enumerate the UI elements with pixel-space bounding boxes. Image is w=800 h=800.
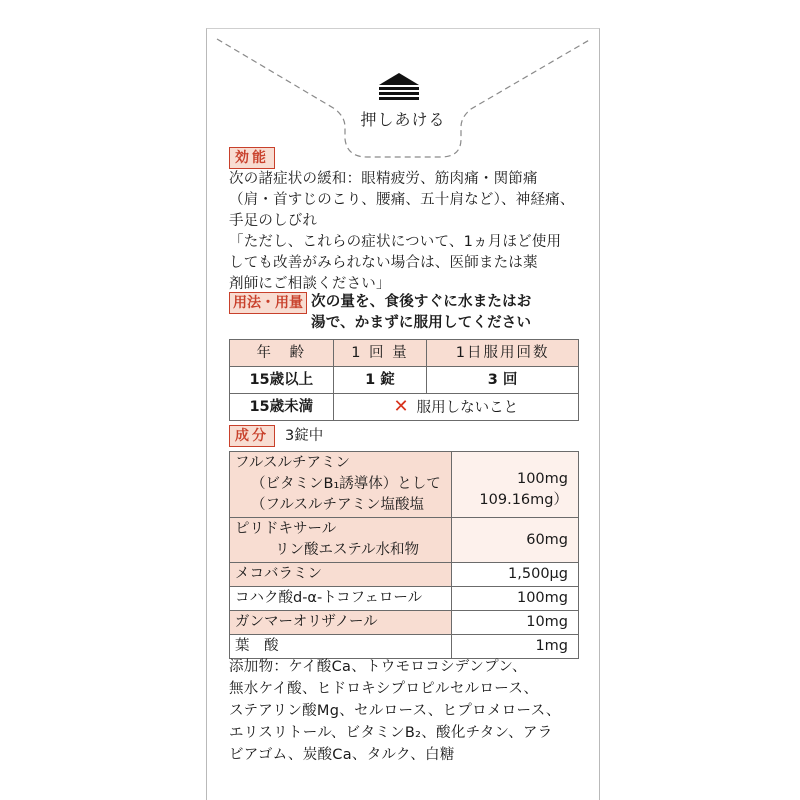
age-cell: 15歳以上 xyxy=(230,367,334,394)
table-row xyxy=(230,587,579,611)
table-row xyxy=(230,611,579,635)
efficacy-body xyxy=(229,169,579,295)
additives-line: ビアゴム、炭酸Ca、タルク、白糖 xyxy=(229,747,455,763)
ingredient-name: ガンマーオリザノール xyxy=(230,611,452,635)
table-row xyxy=(230,563,579,587)
dosage-line: 次の量を、食後すぐに水またはお xyxy=(311,294,532,310)
ingredient-name xyxy=(230,452,452,518)
ingredient-amount-line: 109.16mg） xyxy=(479,491,568,508)
ingredients-tag: 成分 xyxy=(229,425,275,447)
ingredient-name-line: ピリドキサール xyxy=(235,521,337,537)
efficacy-line: 次の諸症状の緩和：眼精疲労、筋肉痛・関節痛 xyxy=(229,171,538,187)
ingredients-section xyxy=(229,425,579,659)
table-row xyxy=(230,518,579,563)
frequency-header: 1日服用回数 xyxy=(427,340,579,367)
additives-line: ステアリン酸Mg、セルロース、ヒプロメロース、 xyxy=(229,703,561,719)
additives-line: 添加物：ケイ酸Ca、トウモロコシデンプン、 xyxy=(229,659,527,675)
age-header: 年 齢 xyxy=(230,340,334,367)
push-open-label: 押しあける xyxy=(360,110,446,129)
dosage-tag: 用法・用量 xyxy=(229,292,307,314)
package-panel xyxy=(206,28,600,800)
dosage-instructions xyxy=(311,292,532,334)
efficacy-section xyxy=(229,147,579,295)
ingredients-table xyxy=(229,451,579,659)
ingredient-name-line: リン酸エステル水和物 xyxy=(275,542,419,558)
ingredients-per: 3錠中 xyxy=(285,427,324,444)
ingredient-name xyxy=(230,518,452,563)
table-row xyxy=(230,394,579,421)
efficacy-line: 剤師にご相談ください」 xyxy=(229,276,391,292)
additives-line: 無水ケイ酸、ヒドロキシプロピルセルロース、 xyxy=(229,681,539,697)
dose-header: 1 回 量 xyxy=(333,340,427,367)
efficacy-line: しても改善がみられない場合は、医師または薬 xyxy=(229,255,538,271)
efficacy-tag: 効能 xyxy=(229,147,275,169)
age-cell: 15歳未満 xyxy=(230,394,334,421)
ingredient-amount: 60mg xyxy=(452,518,579,563)
efficacy-line: 手足のしびれ xyxy=(229,213,318,229)
ingredient-name: 葉 酸 xyxy=(230,635,452,659)
dosage-table xyxy=(229,339,579,421)
table-row xyxy=(230,635,579,659)
ingredient-amount: 1,500μg xyxy=(452,563,579,587)
ingredient-name: コハク酸d-α-トコフェロール xyxy=(230,587,452,611)
table-row xyxy=(230,367,579,394)
do-not-take-cell xyxy=(333,394,578,421)
table-row xyxy=(230,452,579,518)
dosage-line: 湯で、かまずに服用してください xyxy=(311,315,532,331)
ingredient-name-line: （フルスルチアミン塩酸塩 xyxy=(251,497,424,513)
push-arrow-icon xyxy=(371,73,427,101)
efficacy-line: （肩・首すじのこり、腰痛、五十肩など）、神経痛、 xyxy=(229,192,575,208)
ingredient-amount: 100mg xyxy=(452,587,579,611)
ingredient-amount-line: 100mg xyxy=(516,470,568,487)
ingredient-amount: 1mg xyxy=(452,635,579,659)
additives-line: エリスリトール、ビタミンB₂、酸化チタン、アラ xyxy=(229,725,553,741)
additives-section xyxy=(229,656,579,766)
ingredient-amount: 10mg xyxy=(452,611,579,635)
ingredient-name-line: （ビタミンB₁誘導体）として xyxy=(251,476,441,492)
frequency-cell: 3 回 xyxy=(427,367,579,394)
ingredient-name-line: フルスルチアミン xyxy=(235,455,350,471)
do-not-take-text: 服用しないこと xyxy=(416,399,519,416)
dose-cell: 1 錠 xyxy=(333,367,427,394)
ingredient-name: メコバラミン xyxy=(230,563,452,587)
ingredient-amount xyxy=(452,452,579,518)
dosage-section xyxy=(229,292,579,421)
efficacy-line: 「ただし、これらの症状について、1ヵ月ほど使用 xyxy=(229,234,562,250)
cross-icon: ✕ xyxy=(393,395,409,417)
